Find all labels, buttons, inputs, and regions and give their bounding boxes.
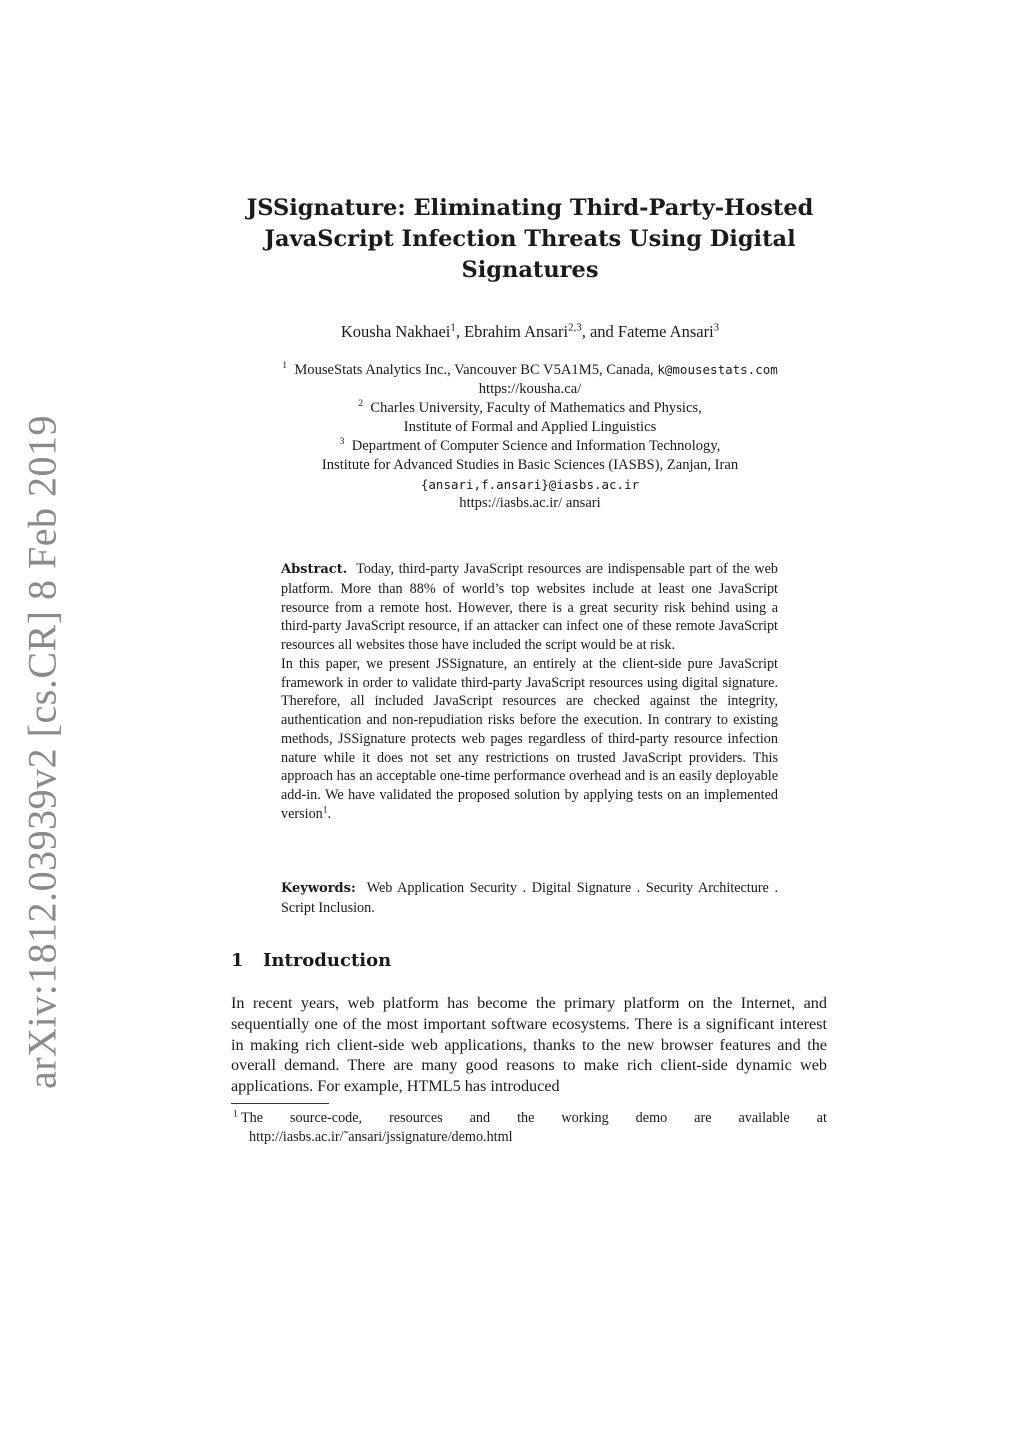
abstract-footnote-marker[interactable]: 1 bbox=[322, 805, 328, 816]
footnote-word: demo bbox=[635, 1110, 668, 1126]
introduction-paragraph: In recent years, web platform has become the primary platform on the Internet, and sequentially one of the most important software ecosystems. There is a significant interest in making rich client-side web applications, thanks to the new browser features and the overall demand. There are many good reasons to make rich client-side dynamic web applications. For example, HTML5 has introduced bbox=[231, 994, 827, 1096]
affiliation-3-email[interactable]: {ansari,f.ansari}@iasbs.ac.ir bbox=[420, 477, 640, 492]
section-heading bbox=[231, 950, 391, 971]
footnote bbox=[231, 1109, 827, 1147]
abstract-text-2: In this paper, we present JSSignature, an entirely at the client-side pure JavaScript framework in order to validate third-party JavaScript resources using digital signature. Therefore, all included JavaScript resources are checked against the integrity, authentication and non-repudiation risks before the execution. In contrary to existing methods, JSSignature protects web pages regardless of third-party resource infection nature while it does not set any restrictions on trusted JavaScript providers. This approach has an acceptable one-time performance overhead and is an easily deployable add-in. We have validated the proposed solution by applying tests on an implemented version bbox=[281, 655, 778, 822]
title-line-1: JSSignature: Eliminating Third-Party-Hosted bbox=[246, 195, 814, 221]
affiliation-2-line-1: Charles University, Faculty of Mathematics and Physics, bbox=[370, 400, 702, 416]
footnote-word: at bbox=[816, 1110, 827, 1126]
footnote-word: source-code, bbox=[290, 1110, 363, 1126]
affiliation-1-number: 1 bbox=[282, 360, 288, 372]
footnote-word: resources bbox=[389, 1110, 443, 1126]
section-number: 1 bbox=[231, 950, 244, 971]
affiliation-1-url[interactable]: https://kousha.ca/ bbox=[478, 381, 582, 397]
abstract bbox=[281, 560, 778, 824]
author-3: and Fateme Ansari bbox=[589, 322, 714, 341]
affiliation-1 bbox=[200, 360, 860, 380]
introduction-body bbox=[231, 993, 827, 1097]
keywords-label: Keywords: bbox=[281, 881, 356, 896]
section-title: Introduction bbox=[263, 950, 392, 971]
author-1-affil: 1 bbox=[450, 321, 456, 334]
author-2-affil: 2,3 bbox=[568, 321, 582, 334]
footnote-rule bbox=[231, 1103, 329, 1104]
affiliations bbox=[200, 360, 860, 513]
footnote-word: are bbox=[694, 1110, 712, 1126]
title-line-3: Signatures bbox=[461, 257, 599, 283]
affiliation-3 bbox=[200, 437, 860, 456]
affiliation-3-url[interactable]: https://iasbs.ac.ir/ ansari bbox=[459, 495, 601, 511]
author-1: Kousha Nakhaei bbox=[340, 322, 451, 341]
paper-title bbox=[200, 193, 860, 286]
abstract-label: Abstract. bbox=[281, 562, 348, 577]
footnote-line-1 bbox=[231, 1109, 827, 1128]
footnote-word: and bbox=[469, 1110, 491, 1126]
affiliation-2-line-2: Institute of Formal and Applied Linguistics bbox=[403, 419, 657, 435]
footnote-word: The bbox=[240, 1110, 264, 1126]
abstract-text-1: Today, third-party JavaScript resources are indispensable part of the web platform. More than 88% of world’s top websites include at least one JavaScript resource from a remote host. However, there is a great security risk behind using a third-party JavaScript resource, if an attacker can infect one of these remote JavaScript resources all websites those have included the script would be at risk. bbox=[281, 561, 779, 653]
affiliation-3-line-1: Department of Computer Science and Information Technology, bbox=[351, 438, 721, 454]
affiliation-2 bbox=[200, 399, 860, 418]
affiliation-2-number: 2 bbox=[358, 398, 364, 410]
footnote-url[interactable]: http://iasbs.ac.ir/˜ansari/jssignature/demo.html bbox=[249, 1129, 513, 1145]
affiliation-3-number: 3 bbox=[339, 436, 345, 448]
footnote-word: working bbox=[561, 1110, 609, 1126]
title-line-2: JavaScript Infection Threats Using Digital bbox=[264, 226, 796, 252]
abstract-end-punct: . bbox=[327, 805, 332, 822]
author-list: Kousha Nakhaei$^1$, Ebrahim Ansari$^{2,3}$, and Fateme Ansari$^3$ bbox=[340, 321, 720, 341]
keywords-text: Web Application Security . Digital Signature . Security Architecture . Script Inclusion. bbox=[281, 880, 778, 916]
author-2: Ebrahim Ansari bbox=[464, 322, 569, 341]
arxiv-identifier: arXiv:1812.03939v2 [cs.CR] 8 Feb 2019 bbox=[19, 414, 65, 1090]
footnote-lead bbox=[233, 1109, 263, 1128]
affiliation-1-email[interactable]: k@mousestats.com bbox=[657, 362, 778, 377]
affiliation-3-line-2: Institute for Advanced Studies in Basic Sciences (IASBS), Zanjan, Iran bbox=[321, 457, 739, 473]
abstract-paragraph-1 bbox=[281, 560, 778, 655]
abstract-paragraph-2 bbox=[281, 655, 778, 824]
footnote-word: the bbox=[517, 1110, 535, 1126]
footnote-word: available bbox=[738, 1110, 790, 1126]
keywords bbox=[281, 879, 778, 918]
footnote-number: 1 bbox=[233, 1109, 238, 1120]
affiliation-1-text: MouseStats Analytics Inc., Vancouver BC V5A1M5, Canada, bbox=[294, 362, 658, 378]
author-3-affil: 3 bbox=[713, 321, 720, 334]
